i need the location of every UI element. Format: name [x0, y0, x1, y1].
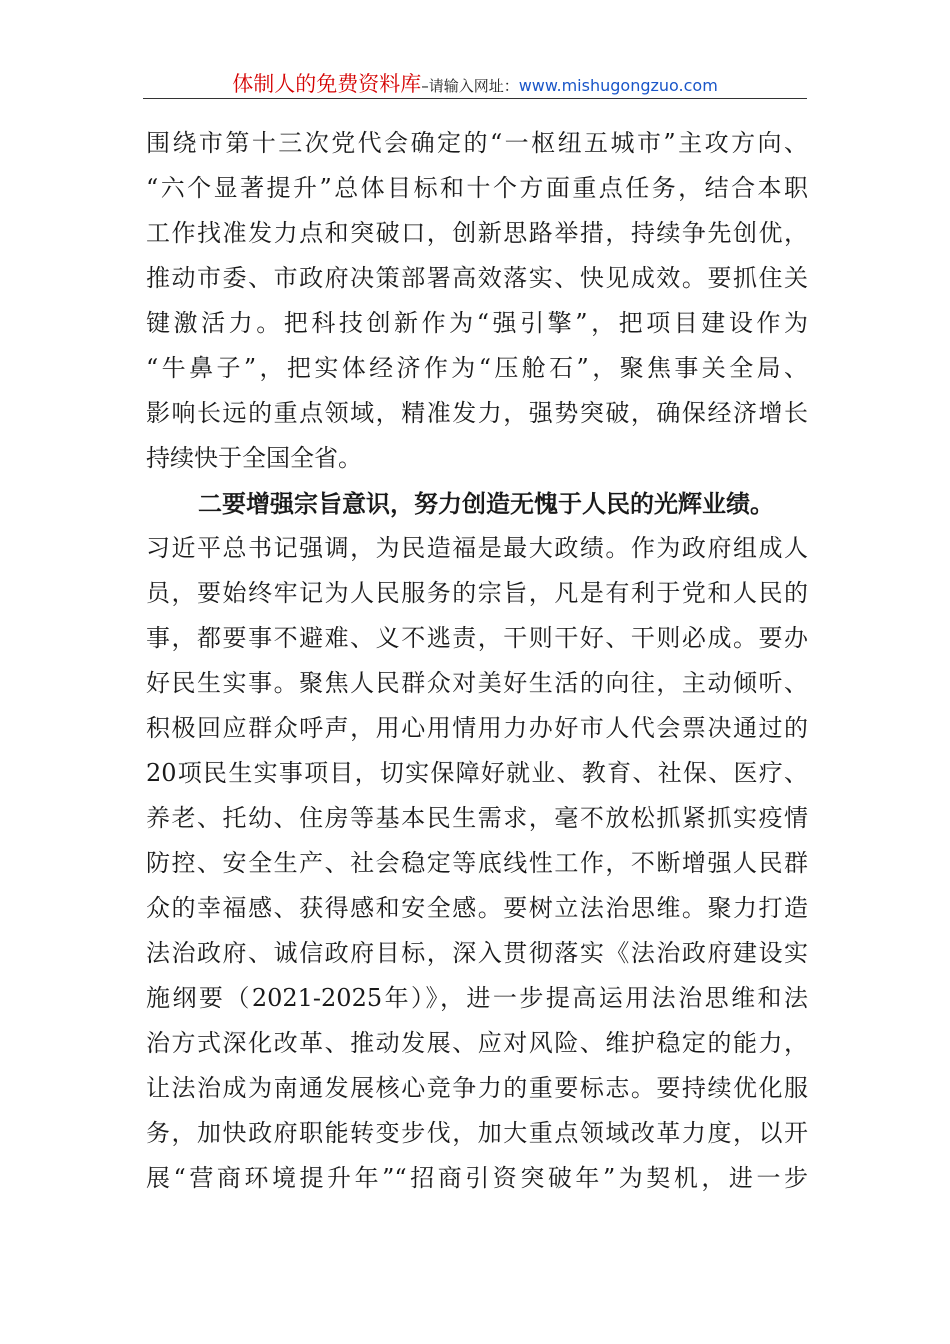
body-line: 持续快于全国全省。 — [146, 444, 362, 472]
body-line: “六个显著提升”总体目标和十个方面重点任务，结合本职 — [146, 174, 808, 202]
body-line: 影响长远的重点领域，精准发力，强势突破，确保经济增长 — [146, 399, 808, 427]
body-line: 积极回应群众呼声，用心用情用力办好市人代会票决通过的 — [146, 714, 808, 742]
url-prompt: –请输入网址： — [421, 77, 519, 95]
body-line: 围绕市第十三次党代会确定的“一枢纽五城市”主攻方向、 — [146, 129, 808, 157]
body-line: 好民生实事。聚焦人民群众对美好生活的向往，主动倾听、 — [146, 669, 808, 697]
body-line: 法治政府、诚信政府目标，深入贯彻落实《法治政府建设实 — [146, 939, 808, 967]
body-line: 20项民生实事项目，切实保障好就业、教育、社保、医疗、 — [146, 759, 808, 787]
body-line: 防控、安全生产、社会稳定等底线性工作，不断增强人民群 — [146, 849, 808, 877]
body-line: 展“营商环境提升年”“招商引资突破年”为契机，进一步 — [146, 1164, 808, 1192]
body-line: 员，要始终牢记为人民服务的宗旨，凡是有利于党和人民的 — [146, 579, 808, 607]
header-divider — [143, 98, 807, 99]
body-line: 养老、托幼、住房等基本民生需求，毫不放松抓紧抓实疫情 — [146, 804, 808, 832]
body-line: 推动市委、市政府决策部署高效落实、快见成效。要抓住关 — [146, 264, 808, 292]
body-line: 让法治成为南通发展核心竞争力的重要标志。要持续优化服 — [146, 1074, 808, 1102]
body-line: “牛鼻子”，把实体经济作为“压舱石”，聚焦事关全局、 — [146, 354, 808, 382]
body-line: 习近平总书记强调，为民造福是最大政绩。作为政府组成人 — [146, 534, 808, 562]
document-body — [146, 121, 808, 1201]
body-line: 施纲要（2021-2025年）》，进一步提高运用法治思维和法 — [146, 984, 808, 1012]
body-line: 务，加快政府职能转变步伐，加大重点领域改革力度，以开 — [146, 1119, 808, 1147]
body-line: 工作找准发力点和突破口，创新思路举措，持续争先创优， — [146, 219, 808, 247]
site-name: 体制人的免费资料库 — [232, 72, 422, 96]
body-line: 众的幸福感、获得感和安全感。要树立法治思维。聚力打造 — [146, 894, 808, 922]
site-url-link[interactable]: www.mishugongzuo.com — [518, 76, 718, 95]
body-line: 事，都要事不避难、义不逃责，干则干好、干则必成。要办 — [146, 624, 808, 652]
site-header — [0, 70, 950, 100]
body-line: 键激活力。把科技创新作为“强引擎”，把项目建设作为 — [146, 309, 808, 337]
body-line: 治方式深化改革、推动发展、应对风险、维护稳定的能力， — [146, 1029, 808, 1057]
section-heading: 二要增强宗旨意识，努力创造无愧于人民的光辉业绩。 — [198, 489, 774, 518]
